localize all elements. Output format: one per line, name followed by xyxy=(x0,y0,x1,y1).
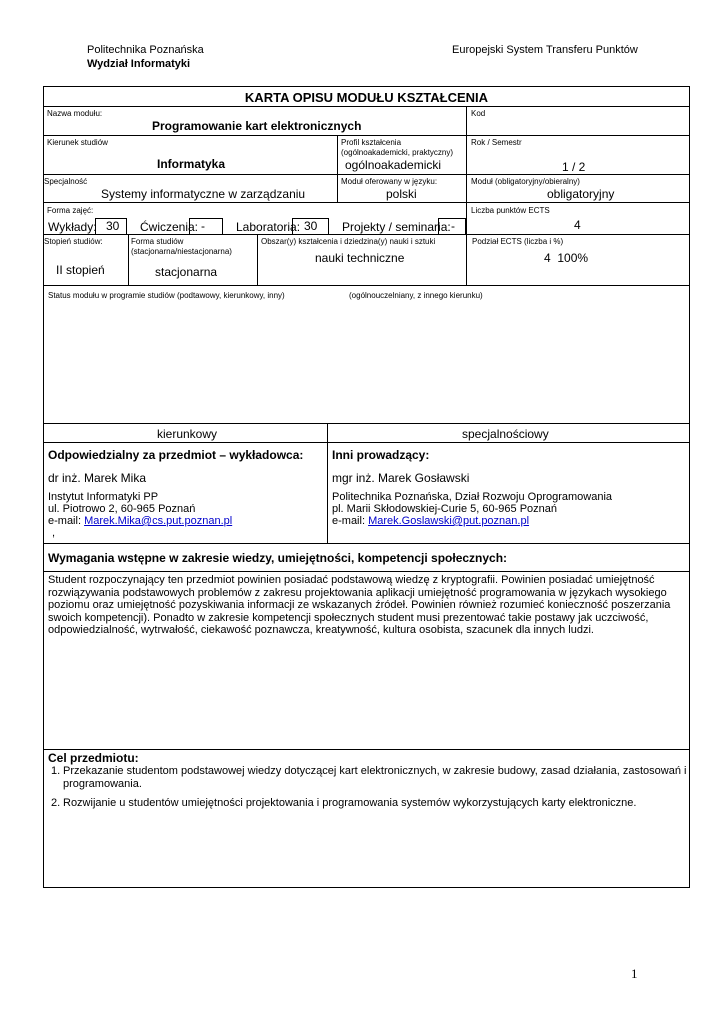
others-address xyxy=(332,491,612,527)
module-type-label: Moduł (obligatoryjny/obieralny) xyxy=(471,177,580,186)
others-name: mgr inż. Marek Gosławski xyxy=(332,471,470,485)
goal-item: 2. Rozwijanie u studentów umiejętności projektowania i programowania systemów wykorzystujących karty elektroniczne. xyxy=(51,797,637,809)
goal-title: Cel przedmiotu: xyxy=(48,751,139,765)
profile-label: Profil kształcenia (ogólnoakademicki, praktyczny) xyxy=(341,138,454,157)
card-title: KARTA OPISU MODUŁU KSZTAŁCENIA xyxy=(244,90,489,105)
exercises-hours: - xyxy=(201,219,205,233)
field-value: Informatyka xyxy=(157,157,226,171)
year-label: Rok / Semestr xyxy=(471,138,522,147)
page-number: 1 xyxy=(631,966,638,981)
classes-label: Forma zajęć: xyxy=(47,206,94,215)
module-name: Programowanie kart elektronicznych xyxy=(152,119,362,133)
specialty-value: Systemy informatyczne w zarządzaniu xyxy=(101,187,306,201)
ects-label: Liczba punktów ECTS xyxy=(471,206,550,215)
responsible-extra: , xyxy=(52,527,56,539)
others-line-2: pl. Marii Skłodowskiej-Curie 5, 60-965 Poznań xyxy=(332,503,557,515)
area-value: nauki techniczne xyxy=(315,251,405,265)
module-type-value: obligatoryjny xyxy=(547,187,615,201)
labs-hours: 30 xyxy=(304,219,318,233)
goal-item: 1. Przekazanie studentom podstawowej wiedzy dotyczącej kart elektronicznych, w zakresie budowy, zasad działania, zastosowań i programowania. xyxy=(51,765,687,790)
others-title: Inni prowadzący: xyxy=(332,448,430,462)
responsible-email-prefix: e-mail: xyxy=(48,515,85,527)
specialty-label: Specjalność xyxy=(44,177,88,186)
ects-split-label: Podział ECTS (liczba i %) xyxy=(472,237,564,246)
status-value-2: specjalnościowy xyxy=(462,427,549,441)
year-value: 1 / 2 xyxy=(562,160,586,174)
level-value: II stopień xyxy=(56,263,105,277)
goal-item-text: Rozwijanie u studentów umiejętności projektowania i programowania systemów wykorzystujących karty elektroniczne. xyxy=(63,797,637,809)
module-name-label: Nazwa modułu: xyxy=(47,109,103,118)
goal-item-text: Przekazanie studentom podstawowej wiedzy dotyczącej kart elektronicznych, w zakresie budowy, zasad działania, zastosowań i programowania. xyxy=(63,765,687,790)
projects-label: Projekty / seminaria: xyxy=(342,220,451,234)
ects-value: 4 xyxy=(574,218,581,232)
lectures-label: Wykłady: xyxy=(48,220,97,234)
others-email-link[interactable]: Marek.Goslawski@put.poznan.pl xyxy=(368,515,530,527)
status-label-2: (ogólnouczelniany, z innego kierunku) xyxy=(349,291,483,300)
field-label: Kierunek studiów xyxy=(47,138,108,147)
responsible-line-1: Instytut Informatyki PP xyxy=(48,491,159,503)
requirements-title: Wymagania wstępne w zakresie wiedzy, umiejętności, kompetencji społecznych: xyxy=(48,551,508,565)
language-value: polski xyxy=(386,187,417,201)
responsible-name: dr inż. Marek Mika xyxy=(48,471,147,485)
responsible-line-2: ul. Piotrowo 2, 60-965 Poznań xyxy=(48,503,196,515)
university-name: Politechnika Poznańska xyxy=(87,44,204,56)
area-label: Obszar(y) kształcenia i dziedzina(y) nauki i sztuki xyxy=(261,237,436,246)
faculty-name: Wydział Informatyki xyxy=(87,58,191,70)
exercises-label: Ćwiczenia: xyxy=(140,220,199,234)
study-form-value: stacjonarna xyxy=(155,265,218,279)
level-label: Stopień studiów: xyxy=(44,237,103,246)
requirements-text: Student rozpoczynający ten przedmiot powinien posiadać podstawową wiedzę z kryptografii. Powinien posiadać umiejętność rozwiązywania podstawowych problemów z zakresu projektowania aplikacji umiejętność programowania w językach wysokiego poziomu oraz umiejętność pozyskiwania informacji ze wskazanych źródeł. Powinien również rozumieć konieczność poszerzania swoich kompetencji). Ponadto w zakresie kompetencji społecznych student musi prezentować takie postawy jak uczciwość, odpowiedzialność, wytrwałość, ciekawość poznawcza, kreatywność, kultura osobista, szacunek dla innych ludzi. xyxy=(48,574,671,637)
language-label: Moduł oferowany w języku: xyxy=(341,177,438,186)
module-code-label: Kod xyxy=(471,109,486,118)
ects-split-value: 4 100% xyxy=(544,251,589,265)
others-email-prefix: e-mail: xyxy=(332,515,369,527)
responsible-email-link[interactable]: Marek.Mika@cs.put.poznan.pl xyxy=(84,515,233,527)
goal-list xyxy=(51,765,687,810)
study-form-label: Forma studiów (stacjonarna/niestacjonarna) xyxy=(131,237,232,256)
projects-hours: - xyxy=(451,219,455,233)
status-value-1: kierunkowy xyxy=(157,427,218,441)
status-label: Status modułu w programie studiów (podtawowy, kierunkowy, inny) xyxy=(48,291,285,300)
profile-value: ogólnoakademicki xyxy=(345,158,442,172)
ects-system-title: Europejski System Transferu Punktów xyxy=(452,44,638,56)
responsible-address xyxy=(48,491,232,539)
labs-label: Laboratoria: xyxy=(236,220,301,234)
responsible-title: Odpowiedzialny za przedmiot – wykładowca: xyxy=(48,448,304,462)
others-line-1: Politechnika Poznańska, Dział Rozwoju Oprogramowania xyxy=(332,491,613,503)
lectures-hours: 30 xyxy=(106,219,120,233)
